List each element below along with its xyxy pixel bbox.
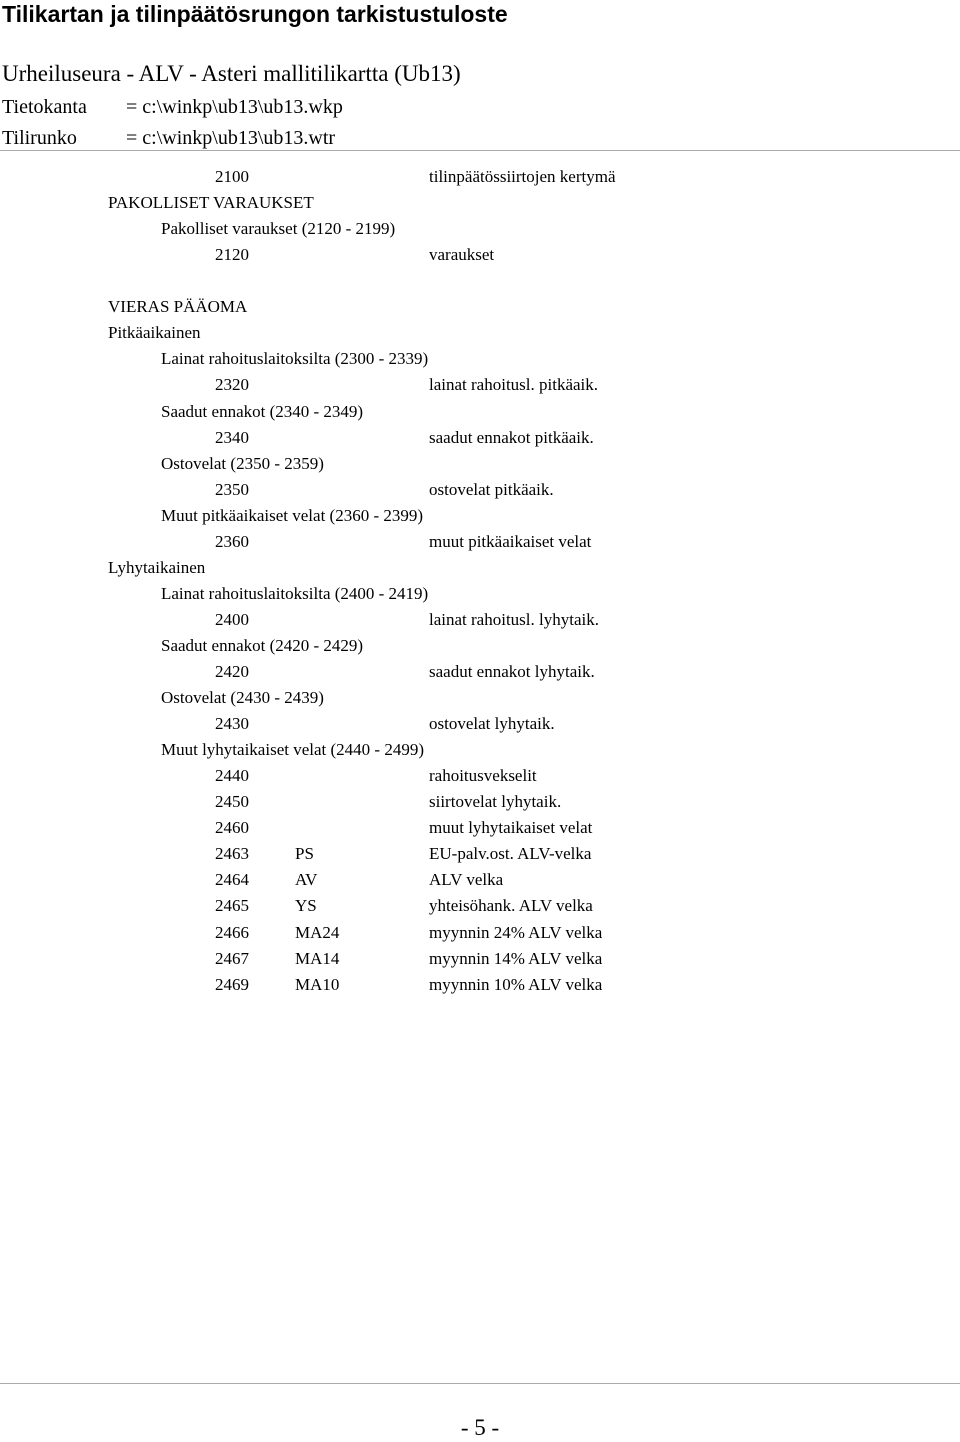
subgroup-heading-text: Saadut ennakot (2340 - 2349) [161,401,364,421]
group-heading-text: Pitkäaikainen [108,323,201,343]
account-number: 2460 [215,818,249,838]
subgroup-heading-text: Muut pitkäaikaiset velat (2360 - 2399) [161,505,424,525]
account-description: ALV velka [429,870,504,890]
account-row [0,974,960,996]
account-row [0,427,960,449]
account-row [0,713,960,735]
page-number: - 5 - [460,1415,500,1440]
subgroup-heading-text: Ostovelat (2430 - 2439) [161,688,324,707]
group-heading-text: VIERAS PÄÄOMA [108,297,248,317]
account-description: EU-palv.ost. ALV-velka [429,844,592,864]
account-row [0,922,960,944]
account-description: saadut ennakot lyhytaik. [429,662,595,681]
subgroup-heading [0,583,960,605]
account-row [0,244,960,266]
vat-code: MA14 [295,948,340,968]
account-number: 2450 [215,792,249,812]
subgroup-heading [0,739,960,761]
account-description: ostovelat lyhytaik. [429,714,555,734]
account-description: lainat rahoitusl. pitkäaik. [429,375,599,395]
group-heading-text: Lyhytaikainen [108,557,206,577]
subgroup-heading [0,401,960,423]
footer-divider [0,1383,960,1384]
account-row [0,374,960,396]
account-number: 2440 [215,766,249,786]
group-heading-text: PAKOLLISET VARAUKSET [108,193,314,213]
account-description: rahoitusvekselit [429,766,537,786]
vat-code: MA24 [295,922,340,942]
account-description: tilinpäätössiirtojen kertymä [429,167,616,186]
vat-code: AV [295,870,318,890]
account-description: yhteisöhank. ALV velka [429,896,593,916]
subgroup-heading-text: Saadut ennakot (2420 - 2429) [161,635,364,655]
vat-code: MA10 [295,974,340,994]
account-description: ostovelat pitkäaik. [429,479,554,499]
account-row [0,895,960,917]
account-row [0,843,960,865]
account-row [0,531,960,553]
subgroup-heading [0,348,960,370]
header-divider [0,150,960,151]
account-number: 2464 [215,870,249,890]
subgroup-heading [0,453,960,475]
group-heading [0,296,960,318]
subgroup-heading [0,687,960,709]
account-row [0,479,960,501]
vat-code: YS [295,896,317,916]
account-description: varaukset [429,245,495,265]
account-number: 2467 [215,948,249,968]
group-heading [0,192,960,214]
subgroup-heading-text: Lainat rahoituslaitoksilta (2400 - 2419) [161,583,429,603]
account-number: 2350 [215,479,249,499]
subgroup-heading-text: Pakolliset varaukset (2120 - 2199) [161,219,396,239]
account-number: 2320 [215,375,249,395]
account-row [0,765,960,787]
account-row [0,609,960,631]
group-heading [0,322,960,344]
account-row [0,661,960,683]
account-number: 2360 [215,531,249,551]
account-description: saadut ennakot pitkäaik. [429,427,594,447]
account-description: myynnin 10% ALV velka [429,974,603,994]
account-row [0,869,960,891]
frame-label: Tilirunko [2,127,77,149]
database-value: = c:\winkp\ub13\ub13.wkp [126,96,343,118]
account-number: 2469 [215,974,249,994]
subgroup-heading-text: Lainat rahoituslaitoksilta (2300 - 2339) [161,349,429,369]
account-description: muut lyhytaikaiset velat [429,818,593,838]
database-label: Tietokanta [2,96,87,118]
account-number: 2465 [215,896,249,916]
account-row [0,948,960,970]
account-row [0,791,960,813]
subgroup-heading-text: Ostovelat (2350 - 2359) [161,453,324,473]
account-number: 2430 [215,714,249,734]
vat-code: PS [295,844,314,864]
account-number: 2100 [215,167,249,186]
account-number: 2120 [215,245,249,265]
subgroup-heading-text: Muut lyhytaikaiset velat (2440 - 2499) [161,740,424,760]
account-description: lainat rahoitusl. lyhytaik. [429,609,599,629]
account-row [0,817,960,839]
account-description: myynnin 14% ALV velka [429,948,603,968]
report-subtitle: Urheiluseura - ALV - Asteri mallitilikartta (Ub13) [2,61,461,86]
subgroup-heading [0,505,960,527]
report-title: Tilikartan ja tilinpäätösrungon tarkistustuloste [2,1,508,27]
account-number: 2400 [215,609,249,629]
account-description: myynnin 24% ALV velka [429,922,603,942]
subgroup-heading [0,635,960,657]
account-number: 2466 [215,922,249,942]
subgroup-heading [0,218,960,240]
frame-value: = c:\winkp\ub13\ub13.wtr [126,127,336,149]
group-heading [0,557,960,579]
account-number: 2463 [215,844,249,864]
account-description: siirtovelat lyhytaik. [429,792,562,812]
account-number: 2340 [215,427,249,447]
account-description: muut pitkäaikaiset velat [429,531,592,551]
account-number: 2420 [215,662,249,681]
account-row [0,166,960,188]
